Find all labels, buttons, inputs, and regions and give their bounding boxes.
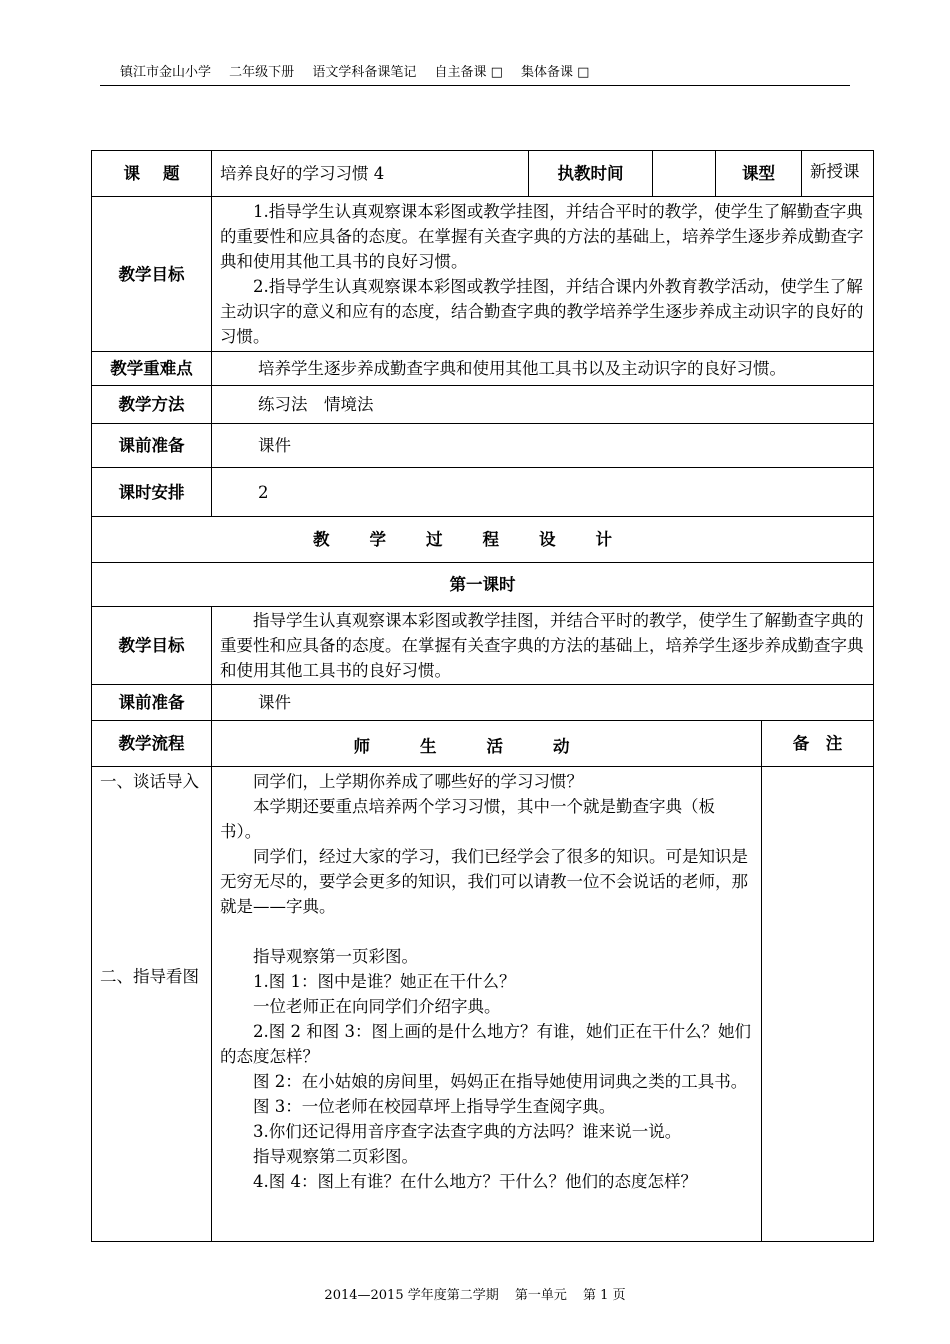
activity-line: 同学们，经过大家的学习，我们已经学会了很多的知识。可是知识是无穷无尽的，要学会更多的知识，我们可以请教一位不会说话的老师，那就是——字典。 bbox=[220, 847, 748, 916]
prep-row bbox=[92, 424, 874, 468]
lesson-plan-table bbox=[91, 150, 874, 1242]
info-row bbox=[92, 151, 874, 197]
type-value: 新授课 bbox=[802, 151, 874, 197]
goal-item: 2.指导学生认真观察课本彩图或教学挂图，并结合课内外教育教学活动，使学生了解主动识字的意义和应有的态度，结合勤查字典的教学培养学生逐步养成主动识字的良好的习惯。 bbox=[220, 277, 864, 346]
activity-label: 师生活动 bbox=[212, 721, 762, 767]
activity-line: 指导观察第一页彩图。 bbox=[253, 947, 418, 966]
methods-row bbox=[92, 386, 874, 424]
hours-value: 2 bbox=[212, 468, 874, 517]
period-prep-row bbox=[92, 685, 874, 721]
process-title-row bbox=[92, 517, 874, 563]
flow-step: 一、谈话导入 bbox=[100, 772, 199, 791]
hours-row bbox=[92, 468, 874, 517]
goal-item: 1.指导学生认真观察课本彩图或教学挂图，并结合平时的教学，使学生了解勤查字典的重要性和应具备的态度。在掌握有关查字典的方法的基础上，培养学生逐步养成勤查字典和使用其他工具书的良好习惯。 bbox=[220, 202, 864, 271]
activity-line: 1.图 1：图中是谁？她正在干什么？ bbox=[253, 972, 516, 991]
activity-line: 同学们，上学期你养成了哪些好的学习习惯？ bbox=[253, 772, 583, 791]
activity-line: 一位老师正在向同学们介绍字典。 bbox=[253, 997, 501, 1016]
goals-row bbox=[92, 197, 874, 352]
period-title-row bbox=[92, 563, 874, 607]
school-name: 镇江市金山小学 bbox=[120, 65, 212, 80]
self-prep-checkbox[interactable]: 自主备课 □ bbox=[434, 65, 503, 80]
key-points-value: 培养学生逐步养成勤查字典和使用其他工具书以及主动识字的良好习惯。 bbox=[212, 352, 874, 386]
activity-line: 2.图 2 和图 3：图上画的是什么地方？有谁，她们正在干什么？她们的态度怎样？ bbox=[220, 1022, 751, 1066]
page-header bbox=[100, 64, 850, 86]
remarks-cell bbox=[762, 767, 874, 1242]
page-footer bbox=[0, 1287, 950, 1305]
key-points-row bbox=[92, 352, 874, 386]
footer-year: 2014—2015 学年度第二学期 bbox=[324, 1288, 499, 1303]
goals-label: 教学目标 bbox=[92, 197, 212, 352]
remarks-label: 备 注 bbox=[762, 721, 874, 767]
methods-value: 练习法 情境法 bbox=[212, 386, 874, 424]
footer-unit: 第一单元 bbox=[514, 1288, 567, 1303]
period-goal-value: 指导学生认真观察课本彩图或教学挂图，并结合平时的教学，使学生了解勤查字典的重要性和应具备的态度。在掌握有关查字典的方法的基础上，培养学生逐步养成勤查字典和使用其他工具书的良好习惯。 bbox=[212, 607, 874, 685]
activity-line: 4.图 4：图上有谁？在什么地方？干什么？他们的态度怎样？ bbox=[253, 1172, 697, 1191]
key-points-label: 教学重难点 bbox=[92, 352, 212, 386]
flow-content-row bbox=[92, 767, 874, 1242]
grade: 二年级下册 bbox=[229, 65, 295, 80]
activity-line: 图 3：一位老师在校园草坪上指导学生查阅字典。 bbox=[253, 1097, 616, 1116]
footer-page: 第 1 页 bbox=[583, 1288, 626, 1303]
time-label: 执教时间 bbox=[529, 151, 653, 197]
period-title: 第一课时 bbox=[92, 563, 874, 607]
prep-value: 课件 bbox=[212, 424, 874, 468]
type-label: 课型 bbox=[716, 151, 802, 197]
flow-label: 教学流程 bbox=[92, 721, 212, 767]
time-value bbox=[653, 151, 716, 197]
topic-value: 培养良好的学习习惯 4 bbox=[212, 151, 529, 197]
flow-header-row bbox=[92, 721, 874, 767]
process-title: 教学过程设计 bbox=[92, 517, 874, 563]
activity-line: 图 2：在小姑娘的房间里，妈妈正在指导她使用词典之类的工具书。 bbox=[253, 1072, 748, 1091]
flow-step: 二、指导看图 bbox=[100, 967, 199, 986]
activity-line bbox=[220, 919, 753, 944]
methods-label: 教学方法 bbox=[92, 386, 212, 424]
prep-label: 课前准备 bbox=[92, 424, 212, 468]
notes-title: 语文学科备课笔记 bbox=[312, 65, 417, 80]
group-prep-checkbox[interactable]: 集体备课 □ bbox=[521, 65, 590, 80]
period-goal-row bbox=[92, 607, 874, 685]
period-prep-label: 课前准备 bbox=[92, 685, 212, 721]
period-prep-value: 课件 bbox=[212, 685, 874, 721]
activity-line: 本学期还要重点培养两个学习习惯，其中一个就是勤查字典（板书）。 bbox=[220, 797, 715, 841]
period-goal-label: 教学目标 bbox=[92, 607, 212, 685]
topic-label: 课 题 bbox=[92, 151, 212, 197]
activity-line: 指导观察第二页彩图。 bbox=[253, 1147, 418, 1166]
hours-label: 课时安排 bbox=[92, 468, 212, 517]
activity-line: 3.你们还记得用音序查字法查字典的方法吗？谁来说一说。 bbox=[253, 1122, 682, 1141]
